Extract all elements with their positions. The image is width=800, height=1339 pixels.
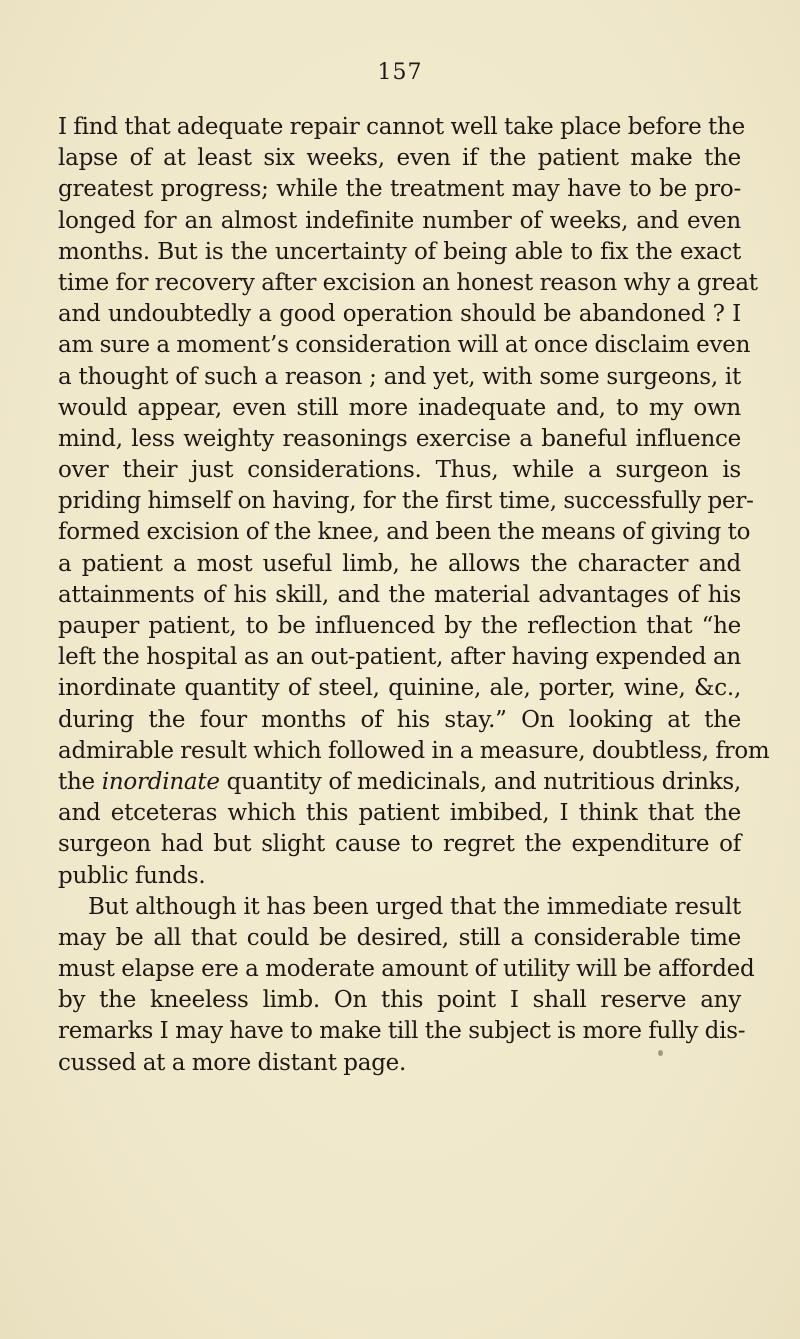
text-line: and undoubtedly a good operation should be abandoned ? I [58, 301, 741, 328]
text-line: public funds. [58, 862, 206, 889]
text-line: lapse of at least six weeks, even if the patient make the [58, 145, 741, 172]
text-line: left the hospital as an out-patient, after having expended an [58, 644, 741, 671]
body-text [58, 112, 770, 1079]
text-line: I find that adequate repair cannot well take place before the [58, 114, 745, 140]
text-line: by the kneeless limb. On this point I shall reserve any [58, 987, 741, 1014]
text-line: time for recovery after excision an honest reason why a great [58, 269, 758, 296]
text-line: a patient a most useful limb, he allows the character and [58, 550, 741, 577]
text-line: must elapse ere a moderate amount of utility will be afforded [58, 956, 755, 983]
text-line: greatest progress; while the treatment may have to be pro- [58, 176, 741, 203]
text-line: surgeon had but slight cause to regret the expenditure of [58, 831, 741, 858]
text-line: during the four months of his stay.” On looking at the [58, 706, 741, 733]
text-line: cussed at a more distant page. [58, 1049, 407, 1076]
text-line: may be all that could be desired, still a considerable time [58, 924, 741, 951]
text-line: longed for an almost indefinite number of weeks, and even [58, 207, 741, 234]
text-line: inordinate quantity of steel, quinine, ale, porter, wine, &c., [58, 675, 741, 702]
text-line: a thought of such a reason ; and yet, with some surgeons, it [58, 363, 741, 390]
text-line: and etceteras which this patient imbibed, I think that the [58, 800, 741, 827]
text-line: would appear, even still more inadequate and, to my own [58, 394, 741, 421]
text-line: admirable result which followed in a measure, doubtless, from [58, 737, 770, 764]
text-line: over their just considerations. Thus, while a surgeon is [58, 457, 741, 484]
text-line: pauper patient, to be influenced by the reflection that “he [58, 613, 741, 639]
text-line: priding himself on having, for the first time, successfully per- [58, 488, 754, 515]
text-line: remarks I may have to make till the subject is more fully dis- [58, 1018, 746, 1045]
page-number: 157 [377, 60, 423, 85]
text-line: attainments of his skill, and the material advantages of his [58, 581, 741, 608]
text-line: am sure a moment’s consideration will at once disclaim even [58, 332, 751, 359]
text-line: months. But is the uncertainty of being able to fix the exact [58, 238, 741, 265]
text-line-with-italic [58, 767, 741, 798]
text-line: mind, less weighty reasonings exercise a baneful influence [58, 425, 741, 452]
text-line: formed excision of the knee, and been the means of giving to [58, 519, 751, 546]
text-segment: the [58, 768, 102, 795]
text-segment: quantity of medicinals, and nutritious drinks, [219, 768, 741, 795]
italic-word-inordinate: inordinate [101, 768, 220, 795]
ink-speck [658, 1050, 663, 1056]
text-line: But although it has been urged that the immediate result [88, 893, 741, 920]
